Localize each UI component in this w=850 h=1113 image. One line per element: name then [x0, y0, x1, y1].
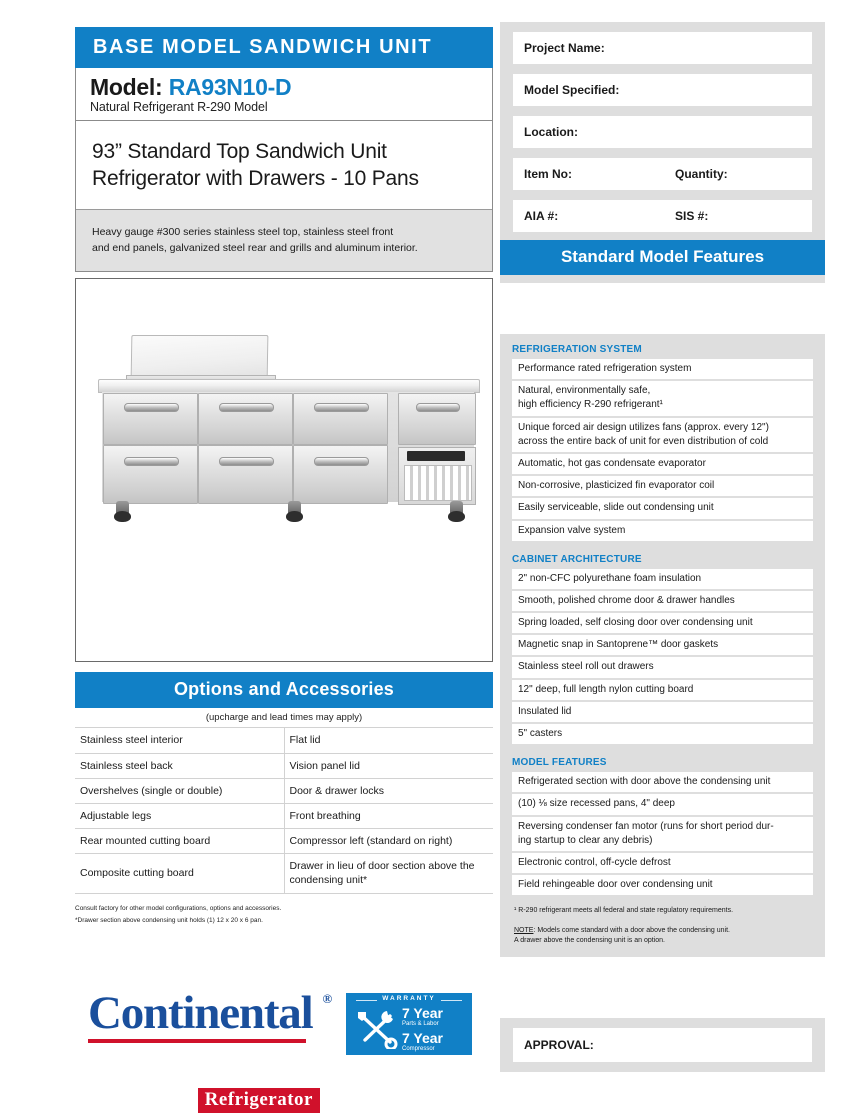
feature-section-heading: CABINET ARCHITECTURE	[512, 553, 642, 565]
option-cell: Drawer in lieu of door section above the condensing unit*	[284, 854, 493, 893]
project-info-panel	[500, 22, 825, 283]
warranty-years-compressor: 7 Year	[402, 1030, 444, 1046]
note-label: NOTE	[514, 926, 534, 934]
registered-mark-icon: ®	[322, 991, 331, 1006]
project-field-row[interactable]	[513, 74, 812, 106]
drawer	[198, 445, 293, 504]
feature-item: 12" deep, full length nylon cutting board	[512, 680, 813, 700]
feature-item: Easily serviceable, slide out condensing unit	[512, 498, 813, 518]
drawer-handle	[124, 457, 178, 466]
sandwich-unit-illustration	[98, 335, 478, 550]
drawer	[103, 393, 198, 445]
feature-item: Natural, environmentally safe, high efficiency R-290 refrigerant¹	[512, 381, 813, 415]
drawer-handle	[314, 457, 368, 466]
feature-item: Field rehingeable door over condensing unit	[512, 875, 813, 895]
note-body: : Models come standard with a door above the condensing unit. A drawer above the condensing unit is an option.	[514, 926, 730, 945]
options-subtitle: (upcharge and lead times may apply)	[205, 712, 363, 724]
feature-item: Unique forced air design utilizes fans (approx. every 12") across the entire back of unit for even distribution of cold	[512, 418, 813, 452]
product-description-box	[75, 121, 493, 272]
door-above-condensing-unit	[398, 393, 476, 445]
standard-features-panel	[500, 334, 825, 957]
continental-wordmark	[88, 987, 331, 1039]
door-handle	[416, 403, 461, 412]
warranty-badge	[346, 993, 472, 1055]
options-banner: Options and Accessories	[75, 672, 493, 708]
table-row	[75, 728, 493, 753]
options-table	[75, 727, 493, 893]
option-cell: Compressor left (standard on right)	[284, 829, 493, 854]
option-cell: Flat lid	[284, 728, 493, 753]
option-cell: Stainless steel interior	[75, 728, 284, 753]
model-subtitle: Natural Refrigerant R-290 Model	[90, 100, 268, 115]
project-field-row[interactable]	[513, 32, 812, 64]
product-title-line-1: 93” Standard Top Sandwich Unit	[92, 140, 387, 164]
feature-list	[512, 772, 813, 895]
option-cell: Door & drawer locks	[284, 778, 493, 803]
caster-icon	[288, 501, 301, 521]
standard-features-banner: Standard Model Features	[500, 240, 825, 275]
feature-item: Refrigerated section with door above the condensing unit	[512, 772, 813, 792]
feature-list	[512, 359, 813, 541]
table-row	[75, 854, 493, 893]
table-row	[75, 753, 493, 778]
field-label-secondary: Quantity:	[675, 167, 728, 181]
option-cell: Overshelves (single or double)	[75, 778, 284, 803]
warranty-scope-compressor: Compressor	[402, 1046, 435, 1052]
options-note-1: Consult factory for other model configurations, options and accessories.	[75, 904, 282, 912]
table-row	[75, 778, 493, 803]
option-cell: Stainless steel back	[75, 753, 284, 778]
model-number: RA93N10-D	[168, 74, 292, 100]
project-field-row[interactable]	[513, 200, 812, 232]
condensing-unit-panel	[398, 447, 476, 505]
drawer-handle	[219, 457, 273, 466]
caster-icon	[450, 501, 463, 521]
caster-icon	[116, 501, 129, 521]
lid-open-icon	[131, 335, 269, 380]
feature-item: Magnetic snap in Santoprene™ door gaskets	[512, 635, 813, 655]
options-note-2: *Drawer section above condensing unit holds (1) 12 x 20 x 6 pan.	[75, 916, 263, 924]
model-line	[90, 75, 492, 99]
approval-panel	[500, 1018, 825, 1072]
model-label: Model:	[90, 74, 163, 100]
branding-area	[88, 987, 498, 1110]
feature-section-heading: MODEL FEATURES	[512, 757, 607, 769]
feature-list	[512, 569, 813, 745]
project-field-row[interactable]	[513, 158, 812, 190]
feature-item: 5" casters	[512, 724, 813, 744]
model-identity-box	[75, 68, 493, 121]
field-label: Project Name:	[524, 41, 605, 55]
option-cell: Rear mounted cutting board	[75, 829, 284, 854]
continental-logo	[88, 987, 331, 1110]
drawer	[293, 393, 388, 445]
vent-grill-icon	[404, 465, 472, 501]
feature-item: Reversing condenser fan motor (runs for short period dur- ing startup to clear any debris)	[512, 817, 813, 851]
option-cell: Composite cutting board	[75, 854, 284, 893]
product-title	[76, 139, 492, 209]
feature-item: Performance rated refrigeration system	[512, 359, 813, 379]
field-label: Item No:	[524, 167, 572, 181]
field-label: AIA #:	[524, 209, 559, 223]
warranty-years-parts: 7 Year	[402, 1005, 444, 1021]
wrench-screwdriver-icon	[354, 1009, 400, 1049]
feature-item: Electronic control, off-cycle defrost	[512, 853, 813, 873]
option-cell: Vision panel lid	[284, 753, 493, 778]
field-label: Model Specified:	[524, 83, 620, 97]
feature-item: (10) ⅛ size recessed pans, 4" deep	[512, 794, 813, 814]
page-title-banner: BASE MODEL SANDWICH UNIT	[75, 27, 493, 68]
feature-item: Automatic, hot gas condensate evaporator	[512, 454, 813, 474]
feature-item: 2" non-CFC polyurethane foam insulation	[512, 569, 813, 589]
counter-top	[98, 379, 480, 393]
drawer	[293, 445, 388, 504]
drawer	[103, 445, 198, 504]
drawer-handle	[314, 403, 368, 412]
construction-note	[76, 209, 492, 272]
logo-red-rule	[88, 1039, 306, 1043]
approval-field[interactable]: APPROVAL:	[513, 1028, 812, 1062]
feature-item: Spring loaded, self closing door over condensing unit	[512, 613, 813, 633]
construction-line-1: Heavy gauge #300 series stainless steel top, stainless steel front	[92, 225, 394, 238]
feature-section-heading: REFRIGERATION SYSTEM	[512, 344, 642, 355]
field-label-secondary: SIS #:	[675, 209, 709, 223]
drawer-handle	[219, 403, 273, 412]
drawer-handle	[124, 403, 178, 412]
warranty-label: WARRANTY	[348, 995, 470, 1002]
product-title-line-2: Refrigerator with Drawers - 10 Pans	[92, 167, 419, 191]
field-label: Location:	[524, 125, 578, 139]
feature-item: Non-corrosive, plasticized fin evaporator coil	[512, 476, 813, 496]
project-field-row[interactable]	[513, 116, 812, 148]
drawer	[198, 393, 293, 445]
left-column	[75, 27, 493, 927]
model-note	[514, 926, 811, 947]
refrigerant-footnote: ¹ R-290 refrigerant meets all federal and state regulatory requirements.	[514, 907, 734, 915]
table-row	[75, 829, 493, 854]
construction-line-2: and end panels, galvanized steel rear and grills and aluminum interior.	[92, 242, 418, 255]
options-footnotes	[75, 903, 493, 928]
warranty-scope-parts: Parts & Labor	[402, 1021, 439, 1027]
table-row	[75, 803, 493, 828]
option-cell: Adjustable legs	[75, 803, 284, 828]
feature-item: Expansion valve system	[512, 521, 813, 541]
brand-nameplate-icon	[407, 451, 465, 461]
feature-item: Insulated lid	[512, 702, 813, 722]
option-cell: Front breathing	[284, 803, 493, 828]
feature-item: Stainless steel roll out drawers	[512, 657, 813, 677]
continental-text: Continental	[88, 987, 313, 1039]
feature-item: Smooth, polished chrome door & drawer handles	[512, 591, 813, 611]
warranty-terms	[402, 1006, 443, 1056]
refrigerator-tag: Refrigerator	[198, 1088, 320, 1113]
product-photo	[75, 278, 493, 662]
